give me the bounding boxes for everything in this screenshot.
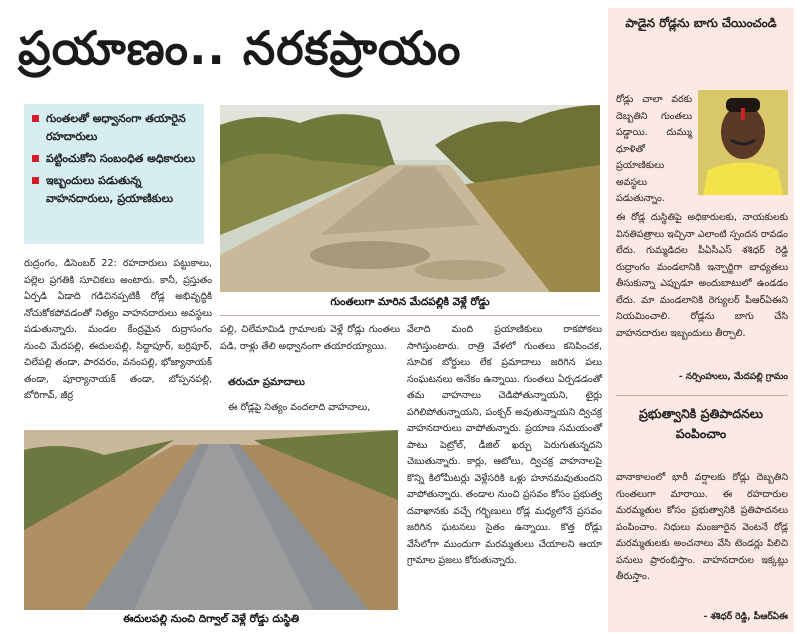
bullet-square-icon (32, 177, 39, 184)
photo2-caption: ఈదులపల్లి నుంచి దిగ్వాల్ వెళ్లే రోడ్డు దుస్థితి (122, 613, 300, 625)
highlight-item: గుంతలతో అధ్వానంగా తయారైన రహదారులు (32, 110, 196, 146)
body-column-2-top: పల్లి, చిలేమామిడి గ్రామాలకు వెళ్లే రోడ్లు గుంతలు పడి, రాళ్లు తేలి అధ్వానంగా తయారయ్యాయి. (220, 324, 400, 352)
sidebar1-text-narrow: రోడ్లు చాలా వరకు దెబ్బతిని గుంతలు పడ్డాయి. దుమ్ము ధూళితో ప్రయాణికులు అవస్థలు పడుతున్నాం. (616, 94, 692, 204)
bullet-square-icon (32, 115, 39, 122)
sidebar1-signature: - నర్సింహులు, మేదపల్లి గ్రామం (678, 372, 788, 382)
photo1-caption: గుంతలుగా మారిన మేదపల్లికి వెళ్లే రోడ్డు (330, 296, 490, 308)
sidebar2-signature: - శశిధర్ రెడ్డి, పీఆర్ఏఈ (703, 612, 788, 622)
sidebar-divider (616, 395, 788, 396)
sidebar2-heading: ప్రభుత్వానికి ప్రతిపాదనలు పంపించాం (639, 406, 763, 441)
highlights-box (24, 104, 204, 244)
person-photo (698, 90, 788, 195)
body-column-1: రుద్రంగం, డిసెంబర్ 22: రహదారులు పట్టుకాలు, పల్లెల ప్రగతికి సూచికలు అంటారు. కానీ, ప్రస్తుతం ఏర్పడి ఏడాది గడిచినప్పటికీ రోడ్ల అభివృద్ధికి నోచుకోకపోవడంతో నిత్యం వాహనదారులు అవస్థలు పడుతున్నారు. మండల కేంద్రమైన రుద్రాసంగం నుంచి మేదపల్లి, ఈదులపల్లి, సిద్దాపూర్, బర్రిపూర్, చిలేపల్లి తండా, పారవరం, వనంపల్లి, భోజ్యానాయక్ తండా, పూర్యానాయక్ తండా, బోప్పనపల్లి, బోరిగావ్, జీర్ర (24, 258, 212, 401)
body-column-3: వేలాది మంది ప్రయాణికులు రాకపోకలు సాగిస్తుంటారు. రాత్రి వేళలో గుంతలు కనిపించక, సూచిక బోర్డులు లేక ప్రమాదాలు జరిగిన పలు సంఘటనలు అనేకం ఉన్నాయి. గుంతలు ఏర్పడడంతో తమ వాహనాలు చెడిపోతున్నాయని, టైర్లు పగిలిపోతున్నాయని, పంక్చర్ అవుతున్నాయని ద్విచక్ర వాహనదారులు వాపోతున్నారు. ప్రయాణ సమయంతో పాటు పెట్రోల్, డీజిల్ ఖర్చు పెరుగుతున్నదని చెబుతున్నారు. కార్లు, ఆటోలు, ద్విచక్ర వాహనాలపై కొన్ని కిలోమీటర్లు వెళ్లేసరికి ఒళ్లు హూనమవుతుందని వాపోతున్నారు. తండాల నుంచి ప్రసవం కోసం ప్రభుత్వ దవాఖానకు వచ్చే గర్భిణులు రోడ్ల మధ్యలోనే ప్రసవం జరిగిన ఘటనలు సైతం ఉన్నాయి. కొత్త రోడ్లు వేసేలోగా ముందుగా మరమ్మతులు చేయాలని ఆయా గ్రామాల ప్రజలు కోరుతున్నారు. (407, 324, 602, 566)
subheading-accidents: తరుచూ ప్రమాదాలు (228, 377, 305, 388)
highlight-item: ఇబ్బందులు పడుతున్న వాహనదారులు, ప్రయాణికులు (32, 172, 196, 208)
sidebar1-text-wide: ఈ రోడ్ల దుస్థితిపై అధికారులకు, నాయకులకు వినతిపత్రాలు ఇచ్చినా ఎలాంటి స్పందన రావడం లేదు. గుమ్మడిదల పీఏసీఎస్ శశిధర్ రెడ్డి రుద్రాంగం మండలానికి ఇన్చార్జిగా బాధ్యతలు తీసుకున్నా ఎప్పుడూ అందుబాటులో ఉండడం లేదు. మా మండలానికి రెగ్యులర్ పీఆర్ఏఈని నియమించాలి. రోడ్లను బాగు చేసి వాహనదారుల ఇబ్బందులు తీర్చాలి. (616, 212, 788, 339)
road-photo-edulapalli (24, 430, 398, 610)
sidebar1-heading: పాడైన రోడ్లను బాగు చేయించండి (625, 16, 777, 30)
road-photo-medapalli (220, 105, 600, 292)
headline: ప్రయాణం.. నరకప్రాయం (18, 21, 462, 75)
highlight-item: పట్టించుకోని సంబంధిత అధికారులు (32, 150, 196, 168)
bullet-square-icon (32, 155, 39, 162)
caption-divider (220, 315, 600, 316)
body-column-2-text: ఈ రోడ్లపై నిత్యం వందలాది వాహనాలు, (228, 402, 371, 413)
sidebar2-text: వానాకాలంలో భారీ వర్షాలకు రోడ్లు దెబ్బతిని గుంతలుగా మారాయి. ఈ రహదారుల మరమ్మతుల కోసం ప్రభుత్వానికి ప్రతిపాదనలు పంపించాం. నిధులు మంజూరైన వెంటనే రోడ్ల మరమ్మతులకు అంచనాలు వేసి టెండర్లు పిలిచి పనులు ప్రారంభిస్తాం. వాహనదారుల ఇక్కట్లు తీరుస్తాం. (616, 472, 788, 582)
